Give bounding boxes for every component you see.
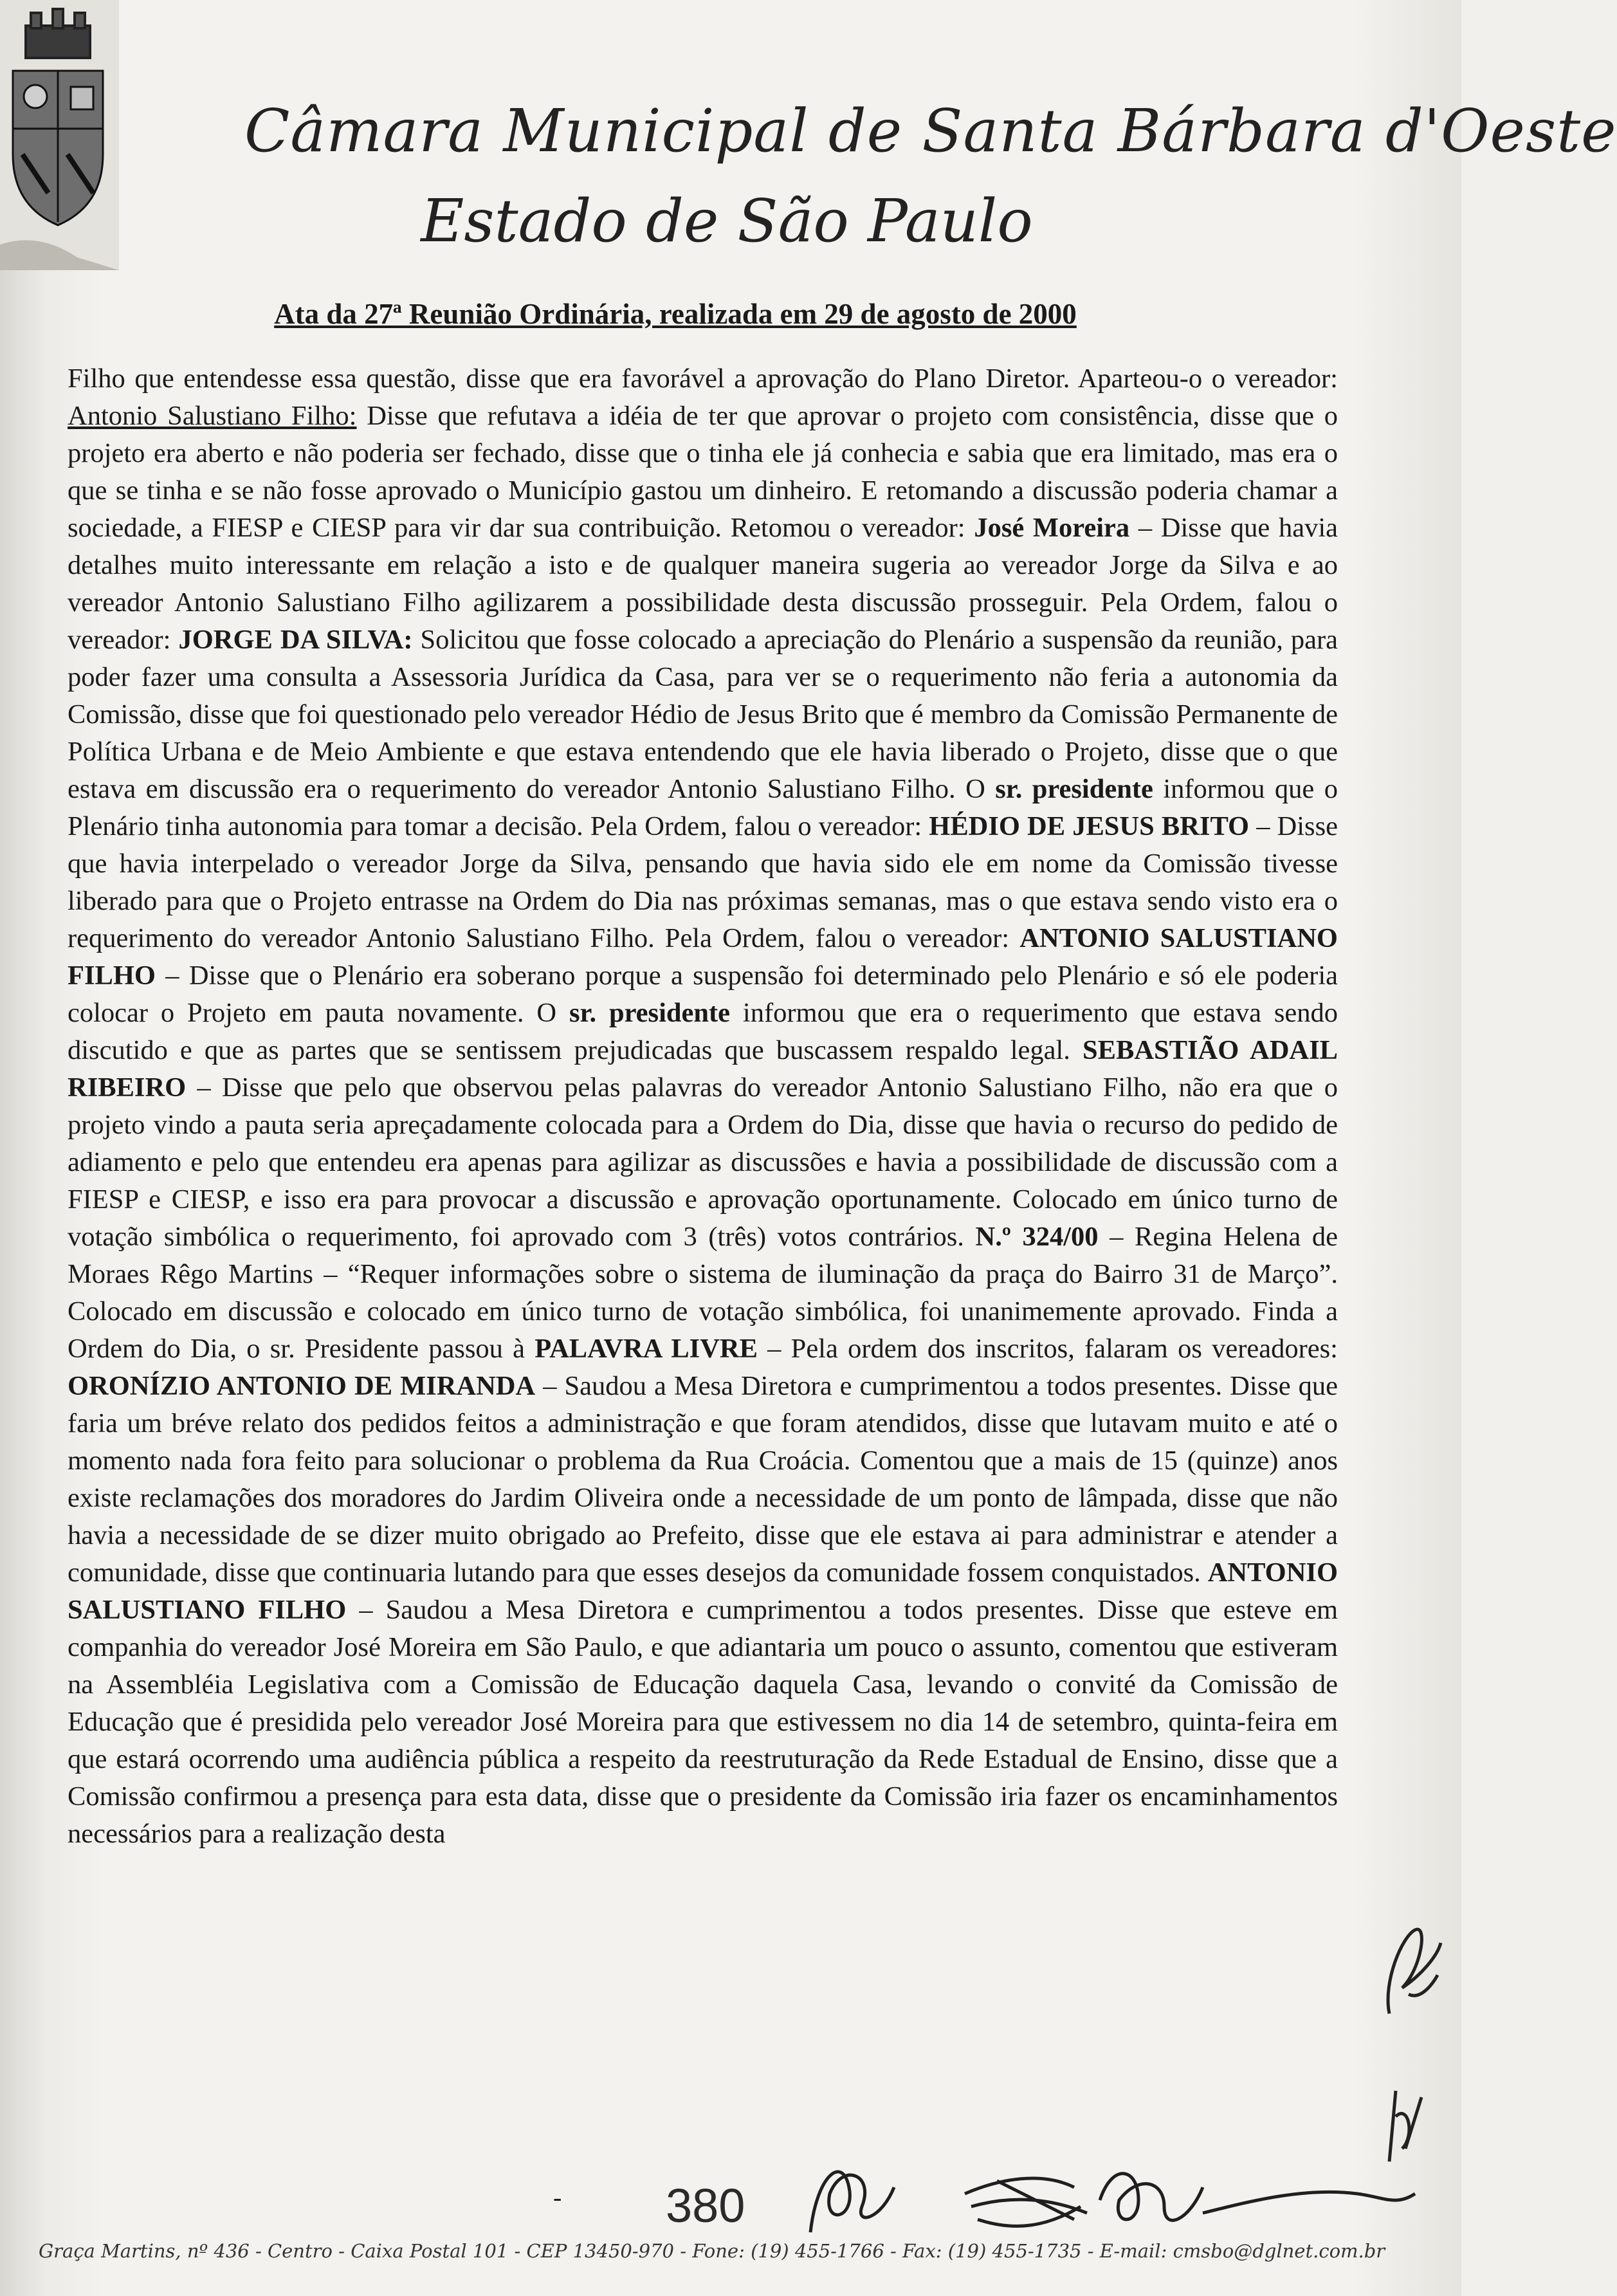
text-run: Disse que refutava a idéia de ter que aprovar o projeto com consistência, disse que o projeto era aberto e não poderia ser fechado, disse que o tinha ele já conhecia e sabia que era limitado, mas era o que se tinha e se não fosse aprovado o Município gastou um dinheiro. E retomando a discussão poderia chamar a sociedade, a FIESP e CIESP para vir dar sua contribuição. Retomou o vereador: [68,401,1338,543]
text-run: – Regina Helena de Moraes Rêgo Martins – “Requer informações sobre o sistema de iluminação da praça do Bairro 31 de Março”. Colocado em discussão e colocado em único turno de votação simbólica, foi unanimemente aprovado. Finda a Ordem do Dia, o sr. Presidente passou à [68,1222,1338,1364]
margin-signature-icon [1376,1917,1447,2026]
footer-address: Graça Martins, nº 436 - Centro - Caixa Postal 101 - CEP 13450-970 - Fone: (19) 455-1766 - Fax: (19) 455-1735 - E-mail: cmsbo@dglnet.com.br [39,2240,1385,2262]
text-run: – Disse que havia interpelado o vereador Jorge da Silva, pensando que havia sido ele em nome da Comissão tivesse liberado para que o Projeto entrasse na Ordem do Dia nas próximas semanas, mas o que estava sendo visto era o requerimento do vereador Antonio Salustiano Filho. Pela Ordem, falou o vereador: [68,811,1338,953]
text-run: informou que era o requerimento que estava sendo discutido e que as partes que se sentissem prejudicadas que buscassem respaldo legal. [68,998,1338,1065]
speaker-name: HÉDIO DE JESUS BRITO [929,811,1250,841]
speaker-name: SEBASTIÃO ADAIL RIBEIRO [68,1035,1338,1103]
text-run: Solicitou que fosse colocado a apreciação do Plenário a suspensão da reunião, para poder fazer uma consulta a Assessoria Jurídica da Casa, para ver se o requerimento não feria a autonomia da Comissão, disse que foi questionado pelo vereador Hédio de Jesus Brito que é membro da Comissão Permanente de Política Urbana e de Meio Ambiente e que estava entendendo que ele havia liberado o Projeto, disse que o que estava em discussão era o requerimento do vereador Antonio Salustiano Filho. O [68,625,1338,804]
speaker-name: JORGE DA SILVA: [178,625,413,655]
page-number: 380 [666,2179,745,2232]
minutes-body [68,360,1338,1853]
text-run: Filho que entendesse essa questão, disse que era favorável a aprovação do Plano Diretor. Aparteou-o o vereador: [68,363,1338,394]
text-run: – Disse que pelo que observou pelas palavras do vereador Antonio Salustiano Filho, não era que o projeto vindo a pauta seria apreçadamente colocada para a Ordem do Dia, disse que havia o recurso do pedido de adiamento e pelo que entendeu era apenas para agilizar as discussões e havia a possibilidade de discussão com a FIESP e CIESP, e isso era para provocar a discussão e aprovação oportunamente. Colocado em único turno de votação simbólica o requerimento, foi aprovado com 3 (três) votos contrários. [68,1072,1338,1252]
page-number-dash: - [553,2183,562,2212]
speaker-name: José Moreira [974,513,1130,543]
coat-of-arms-icon [0,0,119,270]
bill-number: N.º 324/00 [975,1222,1099,1252]
text-run: – Saudou a Mesa Diretora e cumprimentou a todos presentes. Disse que faria um bréve relato dos pedidos feitos a administração e que foram atendidos, disse que lutavam muito e até o momento nada fora feito para solucionar o problema da Rua Croácia. Comentou que a mais de 15 (quinze) anos existe reclamações dos moradores do Jardim Oliveira onde a necessidade de um ponto de lâmpada, disse que não havia a necessidade de se dizer muito obrigado ao Prefeito, disse que ele estava ai para administrar e atender a comunidade, disse que continuaria lutando para que esses desejos da comunidade fossem conquistados. [68,1371,1338,1588]
state-name-heading: Estado de São Paulo [421,187,1033,255]
chamber-name-heading: Câmara Municipal de Santa Bárbara d'Oeste [244,96,1617,165]
minutes-paragraph [68,360,1338,1853]
speaker-name: ANTONIO SALUSTIANO FILHO [68,1557,1338,1625]
document-title: Ata da 27ª Reunião Ordinária, realizada em 29 de agosto de 2000 [274,298,1077,330]
speaker-name: ORONÍZIO ANTONIO DE MIRANDA [68,1371,536,1401]
speaker-name: Antonio Salustiano Filho: [68,401,357,431]
text-run: – Pela ordem dos inscritos, falaram os vereadores: [757,1334,1338,1364]
speaker-name: ANTONIO SALUSTIANO FILHO [68,923,1338,991]
text-run: – Saudou a Mesa Diretora e cumprimentou a todos presentes. Disse que esteve em companhia do vereador José Moreira em São Paulo, e que adiantaria um pouco o assunto, comentou que estiveram na Assembléia Legislativa com a Comissão de Educação daquela Casa, levando o convité da Comissão de Educação que é presidida pelo vereador José Moreira para que estivessem no dia 14 de setembro, quinta-feira em que estará ocorrendo uma audiência pública a respeito da reestruturação da Rede Estadual de Ensino, disse que a Comissão confirmou a presença para esta data, disse que o presidente da Comissão iria fazer os encaminhamentos necessários para a realização desta [68,1595,1338,1849]
section-label: PALAVRA LIVRE [534,1334,758,1364]
text-run: informou que o Plenário tinha autonomia para tomar a decisão. Pela Ordem, falou o vereador: [68,774,1338,841]
text-run: – Disse que havia detalhes muito interessante em relação a isto e de qualquer maneira sugeria ao vereador Jorge da Silva e ao vereador Antonio Salustiano Filho agilizarem a possibilidade desta discussão prosseguir. Pela Ordem, falou o vereador: [68,513,1338,655]
speaker-name: sr. presidente [569,998,731,1028]
text-run: – Disse que o Plenário era soberano porque a suspensão foi determinado pelo Plenário e só ele poderia colocar o Projeto em pauta novamente. O [68,960,1338,1028]
speaker-name: sr. presidente [995,774,1153,804]
signatures-icon [804,2149,1421,2245]
